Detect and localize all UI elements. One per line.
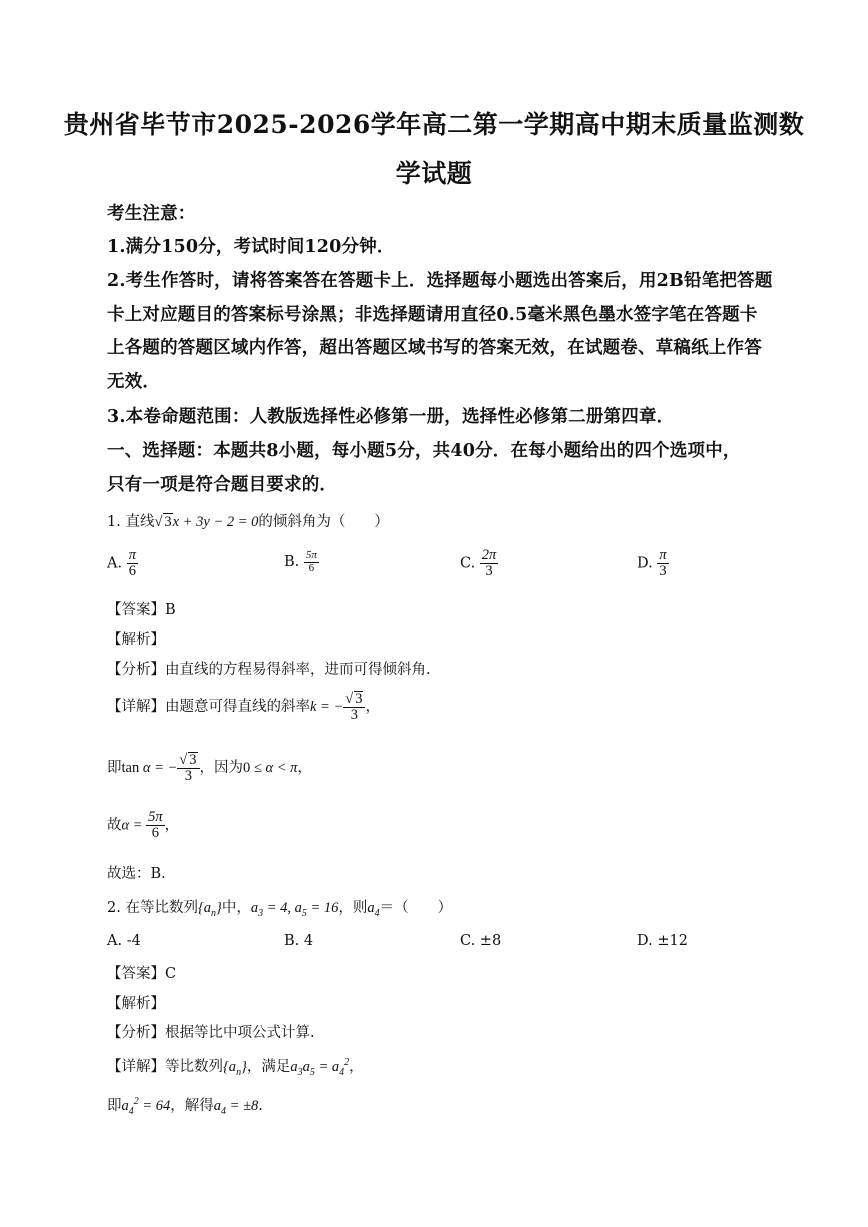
section-heading-line-2: 只有一项是符合题目要求的． (107, 475, 338, 495)
notice-line-3: 卡上对应题目的答案标号涂黑；非选择题请用直径0.5毫米黑色墨水签字笔在答题卡 (107, 305, 758, 325)
question-1-option-d: D. $\frac{\pi}{3}$ (637, 547, 667, 580)
question-2-analysis: 【解析】 (107, 996, 165, 1012)
question-2-answer: 【答案】C (107, 966, 177, 982)
question-1-prefix: 1. 直线 (107, 514, 155, 530)
question-1-option-b: B. $\frac{5\pi}{6}$ (284, 549, 317, 574)
notice-line-6: 3.本卷命题范围：人教版选择性必修第一册，选择性必修第二册第四章． (107, 407, 675, 427)
section-heading-line-1: 一、选择题：本题共8小题，每小题5分，共40分．在每小题给出的四个选项中， (107, 441, 741, 461)
question-1-detail: 【详解】由题意可得直线的斜率k = − $\frac{√ 3}{3}$ ， (107, 691, 380, 724)
question-1-equation: √ 3x + 3y − 2 = 0 (154, 514, 259, 530)
notice-line-1: 1.满分150分，考试时间120分钟． (107, 237, 395, 257)
question-2-solve: 即$a_4^2 = 64$，解得$a_4 = \pm 8$. (107, 1096, 263, 1117)
question-2-option-a: A. -4 (107, 933, 141, 949)
document-title-line1: 贵州省毕节市2025-2026学年高二第一学期高中期末质量监测数 (63, 110, 805, 139)
question-2-detail: 【详解】等比数列$\{a_n\}$，满足$a_3a_5 = a_4^2$， (107, 1057, 364, 1078)
question-1-option-a: A. $\frac{\pi}{6}$ (107, 547, 136, 580)
document-title-line2: 学试题 (395, 159, 473, 188)
notice-line-2: 2.考生作答时，请将答案答在答题卡上．选择题每小题选出答案后，用2B铅笔把答题 (107, 271, 773, 291)
question-2-option-d: D. ±12 (637, 933, 688, 949)
notice-line-4: 上各题的答题区域内作答，超出答题区域书写的答案无效，在试题卷、草稿纸上作答 (107, 338, 762, 358)
question-1-stem (107, 510, 389, 531)
question-1-suffix: 的倾斜角为（ ） (258, 514, 389, 530)
question-1-answer: 【答案】B (107, 602, 176, 618)
question-1-alpha: 故α = $\frac{5\pi}{6}$ ， (107, 809, 180, 842)
notice-heading: 考生注意： (107, 204, 196, 224)
notice-line-5: 无效． (107, 372, 161, 392)
question-2-option-c: C. ±8 (460, 933, 502, 949)
question-1-tan: 即tan α = − $\frac{√ 3}{3}$ ，因为0 ≤ α < π， (107, 752, 312, 785)
question-1-analysis: 【解析】 (107, 632, 165, 648)
question-2-fenxi: 【分析】根据等比中项公式计算. (107, 1025, 315, 1041)
question-2-stem: 2. 在等比数列$\{a_n\}$中，$a_3 = 4$, $a_5 = 16$，则$a_4=$（ ） (107, 900, 453, 919)
question-1-option-c: C. $\frac{2\pi}{3}$ (460, 547, 497, 580)
question-1-fenxi: 【分析】由直线的方程易得斜率，进而可得倾斜角. (107, 662, 431, 678)
question-1-choice: 故选：B. (107, 866, 166, 882)
question-2-option-b: B. 4 (284, 933, 314, 949)
